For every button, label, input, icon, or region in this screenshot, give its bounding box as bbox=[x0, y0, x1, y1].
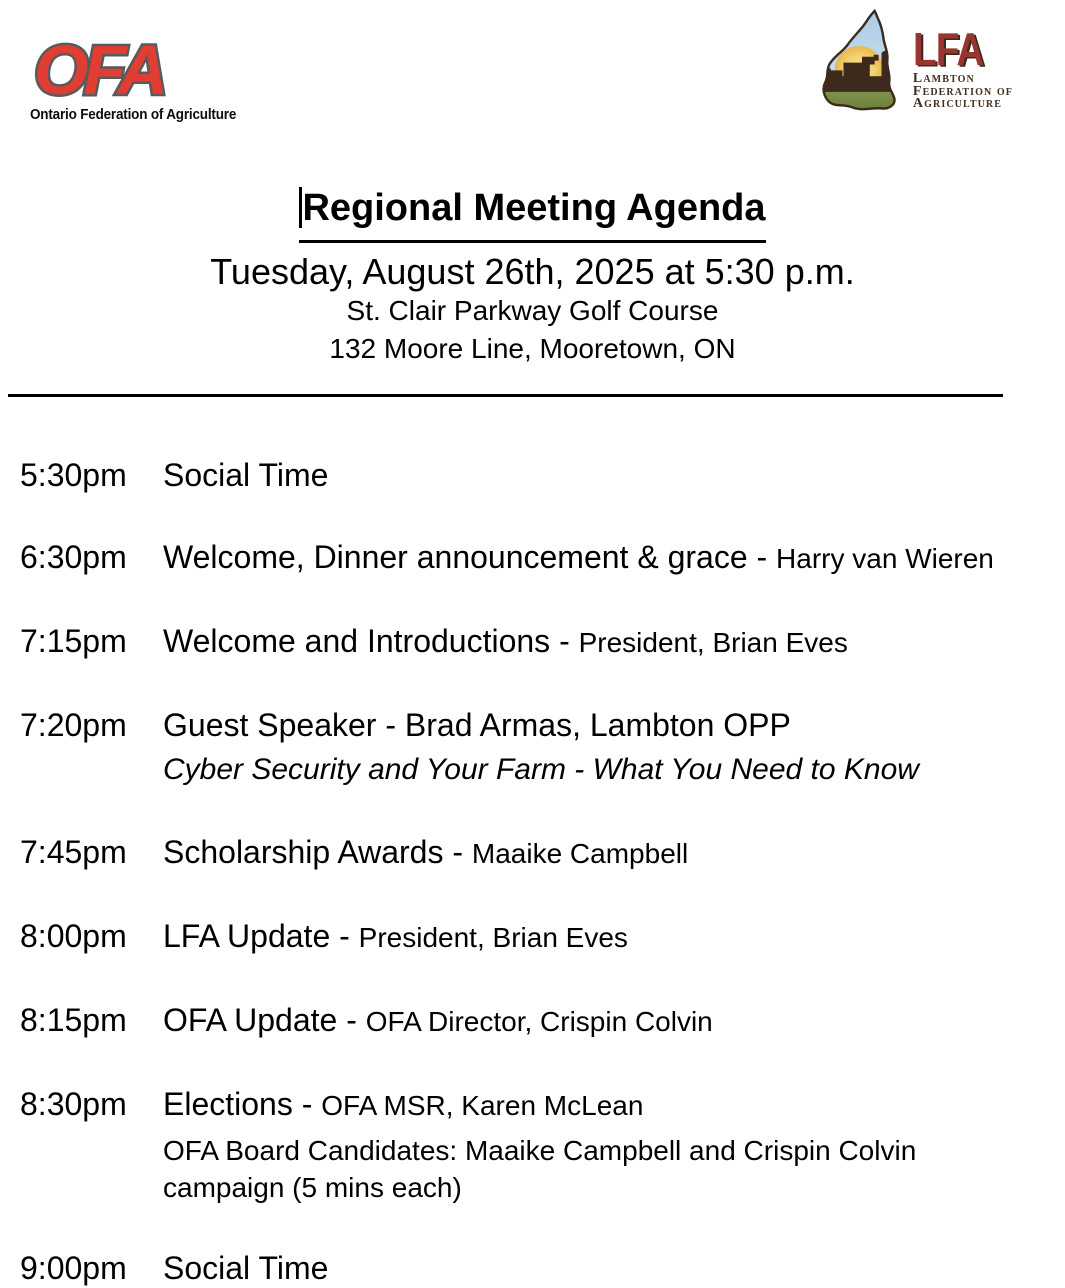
agenda-presenter: OFA Director, Crispin Colvin bbox=[365, 1006, 713, 1037]
agenda-main-line bbox=[163, 916, 1065, 958]
agenda-time: 8:30pm bbox=[20, 1086, 127, 1122]
lfa-county-crest-icon bbox=[813, 8, 911, 123]
agenda-row bbox=[20, 621, 1065, 663]
agenda-presenter: President, Brian Eves bbox=[578, 627, 848, 658]
agenda-time: 7:45pm bbox=[20, 834, 127, 870]
document-header bbox=[0, 0, 1065, 130]
page-title: Regional Meeting Agenda bbox=[302, 187, 766, 229]
agenda-row bbox=[20, 1084, 1065, 1206]
agenda-row bbox=[20, 537, 1065, 579]
agenda-main-line bbox=[163, 705, 1065, 745]
page-title-line bbox=[0, 186, 1065, 243]
agenda-time: 9:00pm bbox=[20, 1250, 127, 1286]
lfa-name-line: Federation of bbox=[912, 83, 1013, 99]
agenda-separator: - bbox=[292, 1086, 322, 1122]
ofa-tagline: Ontario Federation of Agriculture bbox=[30, 107, 237, 123]
agenda-content bbox=[163, 1000, 1065, 1042]
title-block bbox=[0, 186, 1065, 368]
agenda-row bbox=[20, 1248, 1065, 1288]
agenda-presenter: Harry van Wieren bbox=[776, 543, 994, 574]
agenda-item-title: LFA Update bbox=[163, 918, 331, 954]
venue-name: St. Clair Parkway Golf Course bbox=[346, 295, 719, 326]
agenda-time: 8:15pm bbox=[20, 1002, 127, 1038]
lfa-name bbox=[913, 73, 1013, 111]
agenda-time: 8:00pm bbox=[20, 918, 127, 954]
agenda-item-title: Welcome and Introductions bbox=[163, 623, 551, 659]
agenda-row bbox=[20, 832, 1065, 874]
agenda-time: 5:30pm bbox=[20, 457, 127, 493]
agenda-item-title: Social Time bbox=[163, 1250, 329, 1286]
agenda-separator: - bbox=[550, 623, 579, 659]
agenda-time: 7:15pm bbox=[20, 623, 127, 659]
agenda-item-title: OFA Update bbox=[163, 1002, 338, 1038]
agenda-main-line bbox=[163, 621, 1065, 663]
agenda-content bbox=[163, 621, 1065, 663]
meeting-datetime: Tuesday, August 26th, 2025 at 5:30 p.m. bbox=[210, 251, 855, 292]
agenda-list bbox=[0, 455, 1065, 1288]
agenda-presenter: OFA MSR, Karen McLean bbox=[321, 1090, 644, 1121]
title-underline bbox=[299, 186, 765, 243]
agenda-main-line bbox=[163, 832, 1065, 874]
venue-address: 132 Moore Line, Mooretown, ON bbox=[329, 333, 736, 364]
agenda-separator: - bbox=[337, 1002, 366, 1038]
agenda-separator: - bbox=[330, 918, 359, 954]
lfa-name-line: Agriculture bbox=[912, 96, 1003, 112]
ofa-acronym-text: OFA bbox=[34, 34, 163, 106]
agenda-content bbox=[163, 832, 1065, 874]
agenda-item-title: Scholarship Awards bbox=[163, 834, 444, 870]
lfa-name-line: Lambton bbox=[912, 71, 975, 86]
agenda-note-line: campaign (5 mins each) bbox=[163, 1172, 462, 1203]
divider bbox=[8, 394, 1003, 397]
agenda-main-line bbox=[163, 1248, 1065, 1288]
agenda-row bbox=[20, 455, 1065, 495]
agenda-main-line bbox=[163, 1000, 1065, 1042]
agenda-content bbox=[163, 1248, 1065, 1288]
ofa-acronym-icon bbox=[30, 34, 245, 106]
agenda-content bbox=[163, 916, 1065, 958]
ofa-logo bbox=[30, 34, 245, 123]
agenda-separator: - bbox=[443, 834, 472, 870]
agenda-separator: - bbox=[747, 539, 777, 575]
agenda-content bbox=[163, 455, 1065, 495]
agenda-row bbox=[20, 705, 1065, 790]
agenda-notes bbox=[163, 1132, 1065, 1206]
agenda-content bbox=[163, 1084, 1065, 1206]
agenda-main-line bbox=[163, 1084, 1065, 1126]
agenda-main-line bbox=[163, 537, 1065, 579]
agenda-presenter: President, Brian Eves bbox=[358, 922, 628, 953]
agenda-item-title: Social Time bbox=[163, 457, 329, 493]
lfa-wordmark bbox=[912, 23, 1013, 112]
agenda-row bbox=[20, 1000, 1065, 1042]
lfa-logo bbox=[813, 8, 1013, 123]
agenda-presenter: Maaike Campbell bbox=[471, 838, 689, 869]
agenda-row bbox=[20, 916, 1065, 958]
agenda-content bbox=[163, 537, 1065, 579]
agenda-item-title: Elections bbox=[163, 1086, 293, 1122]
agenda-item-title: Guest Speaker - Brad Armas, Lambton OPP bbox=[163, 707, 791, 743]
agenda-item-title: Welcome, Dinner announcement & grace bbox=[163, 539, 748, 575]
agenda-content bbox=[163, 705, 1065, 790]
lfa-acronym-text: LFA bbox=[912, 23, 984, 75]
agenda-time: 7:20pm bbox=[20, 707, 127, 743]
agenda-note-line: OFA Board Candidates: Maaike Campbell and Crispin Colvin bbox=[163, 1135, 917, 1166]
agenda-time: 6:30pm bbox=[20, 539, 127, 575]
agenda-main-line bbox=[163, 455, 1065, 495]
agenda-topic-italic: Cyber Security and Your Farm - What You Need to Know bbox=[163, 753, 919, 786]
